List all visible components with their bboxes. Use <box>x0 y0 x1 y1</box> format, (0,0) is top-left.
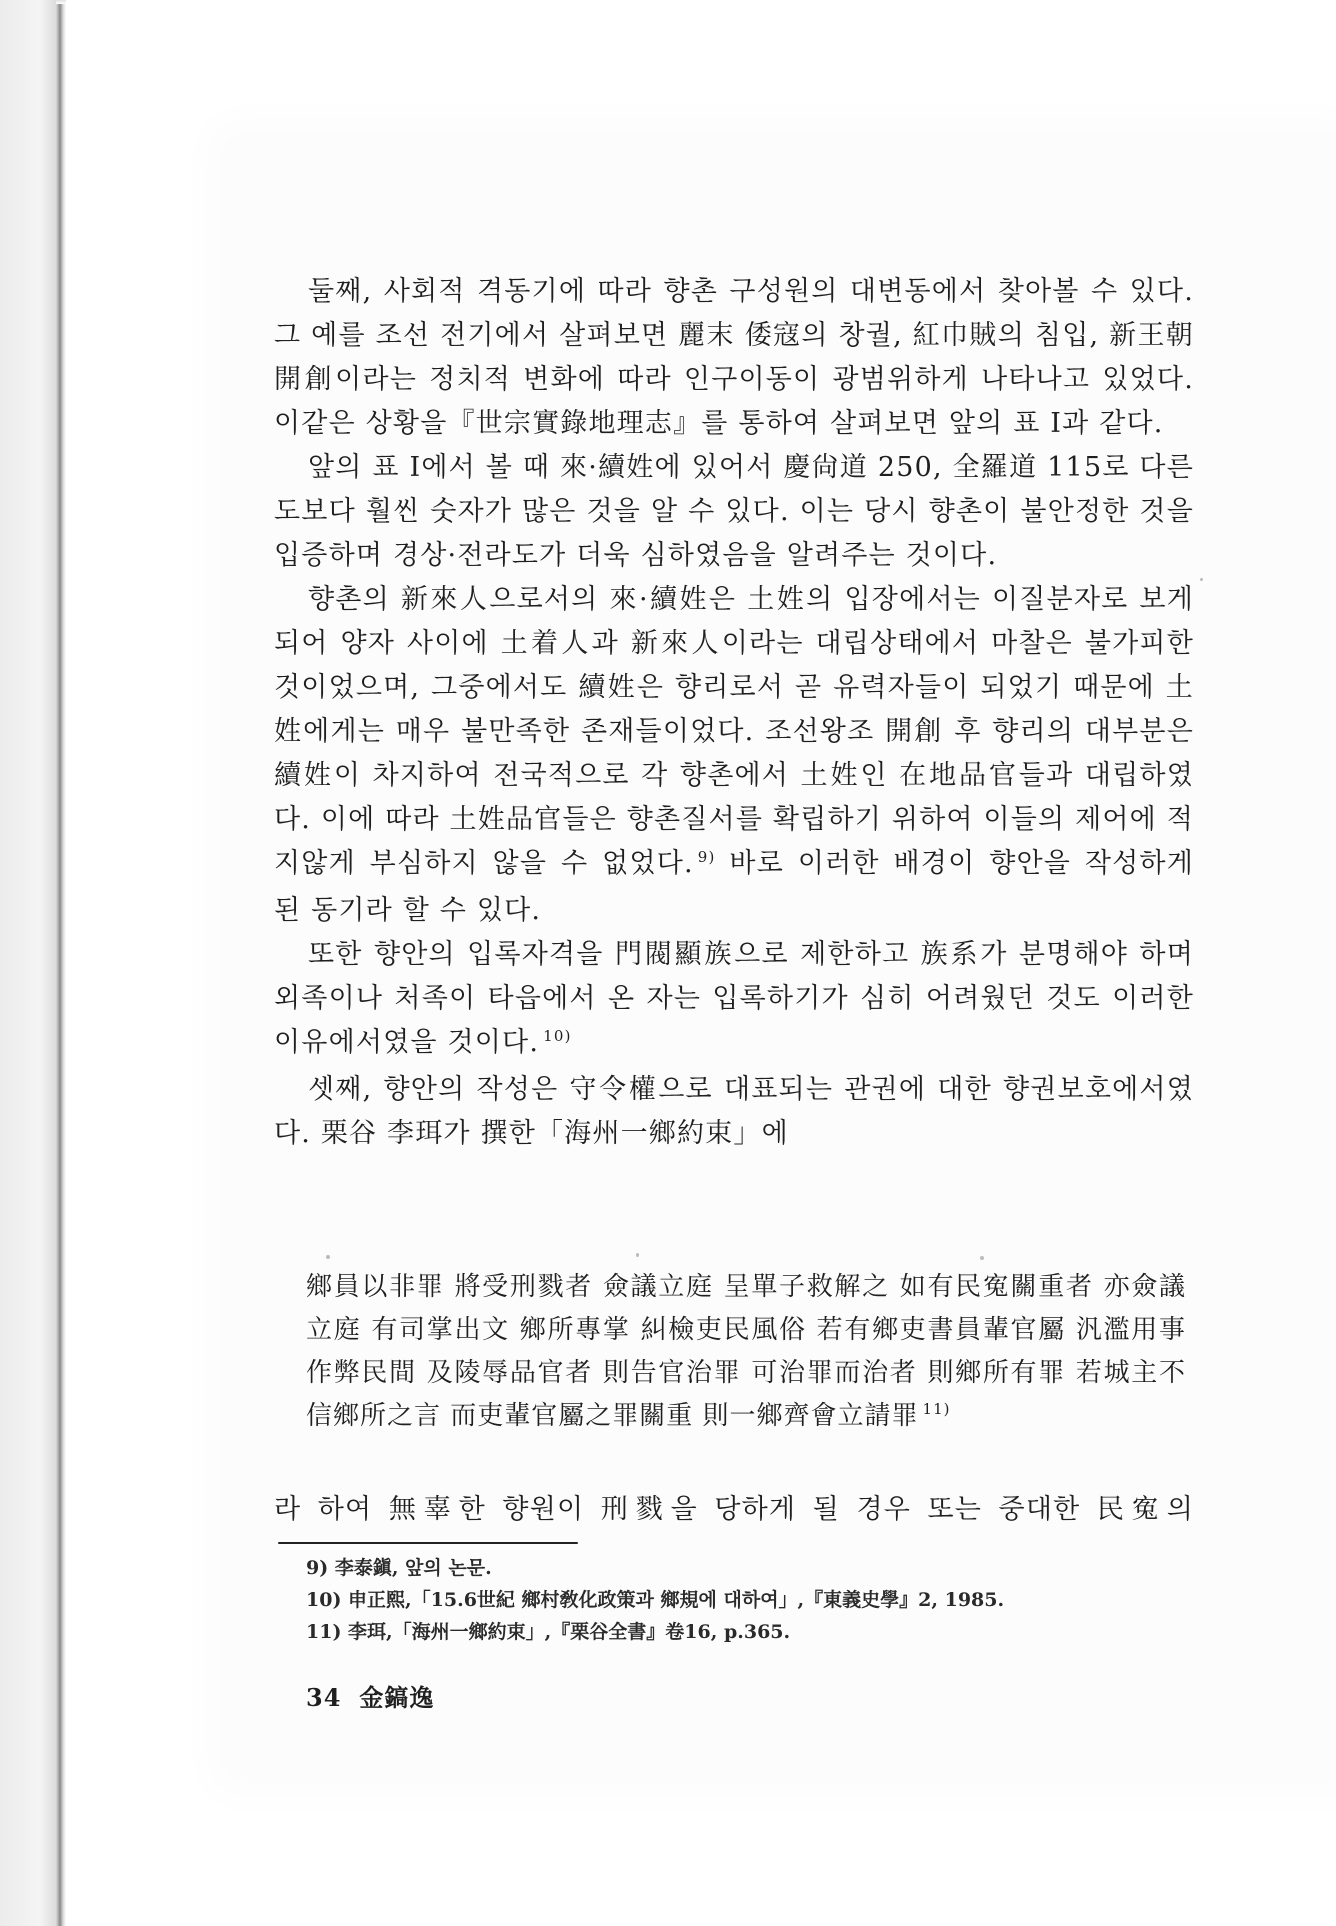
body-text <box>274 270 1194 1156</box>
speck <box>980 1256 984 1260</box>
paragraph-1-text: 둘째, 사회적 격동기에 따라 향촌 구성원의 대변동에서 찾아볼 수 있다. 그 예를 조선 전기에서 살펴보면 麗末 倭寇의 창궐, 紅巾賊의 침입, 新王朝 開創이라는 정치적 변화에 따라 인구이동이 광범위하게 나타나고 있었다. 이같은 상황을『世宗實錄地理志』를 통하여 살펴보면 앞의 표 I과 같다. <box>274 276 1194 439</box>
speck <box>1200 578 1203 581</box>
footnote-divider <box>278 1542 578 1544</box>
paragraph-5 <box>274 1068 1194 1156</box>
paragraph-3 <box>274 578 1194 933</box>
paragraph-1 <box>274 270 1194 446</box>
continuation-line: 라 하여 無辜한 향원이 刑戮을 당하게 될 경우 또는 중대한 民寃의 <box>274 1494 1194 1525</box>
author-name: 金鎬逸 <box>359 1683 435 1712</box>
block-quote <box>306 1266 1186 1441</box>
paragraph-3-tail: 바로 이러한 배경이 향안을 작성하게 된 동기라 할 수 있다. <box>274 848 1194 926</box>
speck <box>326 1255 330 1259</box>
page-footer <box>306 1678 434 1713</box>
paragraph-3-text: 향촌의 新來人으로서의 來·續姓은 土姓의 입장에서는 이질분자로 보게 되어 양자 사이에 土着人과 新來人이라는 대립상태에서 마찰은 불가피한 것이었으며, 그중에서도 續姓은 향리로서 곧 유력자들이 되었기 때문에 土姓에게는 매우 불만족한 존재들이었다. 조선왕조 開創 후 향리의 대부분은 續姓이 차지하여 전국적으로 각 향촌에서 土姓인 在地品官들과 대립하였다. 이에 따라 土姓品官들은 향촌질서를 확립하기 위하여 이들의 제어에 적지않게 부심하지 않을 수 없었다. <box>274 584 1194 879</box>
footnote-ref-11: 11) <box>922 1400 951 1418</box>
page-number: 34 <box>306 1683 342 1712</box>
speck <box>636 1253 639 1257</box>
page-binding-edge <box>0 0 66 1926</box>
footnote-11: 11) 李珥,「海州一鄉約束」,『栗谷全書』卷16, p.365. <box>306 1621 791 1643</box>
footnote-ref-10: 10) <box>543 1027 572 1045</box>
footnotes <box>306 1552 1126 1648</box>
paragraph-2 <box>274 446 1194 578</box>
paragraph-5-text: 셋째, 향안의 작성은 守令權으로 대표되는 관권에 대한 향권보호에서였다. 栗谷 李珥가 撰한「海州一鄉約束」에 <box>274 1074 1194 1149</box>
paragraph-2-text: 앞의 표 I에서 볼 때 來·續姓에 있어서 慶尙道 250, 全羅道 115로 다른 도보다 훨씬 숫자가 많은 것을 알 수 있다. 이는 당시 향촌이 불안정한 것을 입증하며 경상·전라도가 더욱 심하였음을 알려주는 것이다. <box>274 452 1194 571</box>
block-quote-text: 鄉員以非罪 將受刑戮者 僉議立庭 呈單子救解之 如有民寃關重者 亦僉議立庭 有司掌出文 鄉所專掌 糾檢吏民風俗 若有鄉吏書員輩官屬 汎濫用事作弊民間 及陵辱品官者 則告官治罪 可治罪而治者 則鄉所有罪 若城主不信鄉所之言 而吏輩官屬之罪關重 則一鄉齊會立請罪 <box>306 1272 1186 1431</box>
paragraph-4 <box>274 933 1194 1068</box>
footnote-10: 10) 申正熙,「15.6世紀 鄉村敎化政策과 鄉規에 대하여」,『東義史學』2, 1985. <box>306 1589 1005 1611</box>
footnote-ref-9: 9) <box>697 848 716 866</box>
footnote-9: 9) 李泰鎭, 앞의 논문. <box>306 1557 492 1579</box>
paragraph-4-text: 또한 향안의 입록자격을 門閥顯族으로 제한하고 族系가 분명해야 하며 외족이나 처족이 타읍에서 온 자는 입록하기가 심히 어려웠던 것도 이러한 이유에서였을 것이다. <box>274 939 1194 1058</box>
